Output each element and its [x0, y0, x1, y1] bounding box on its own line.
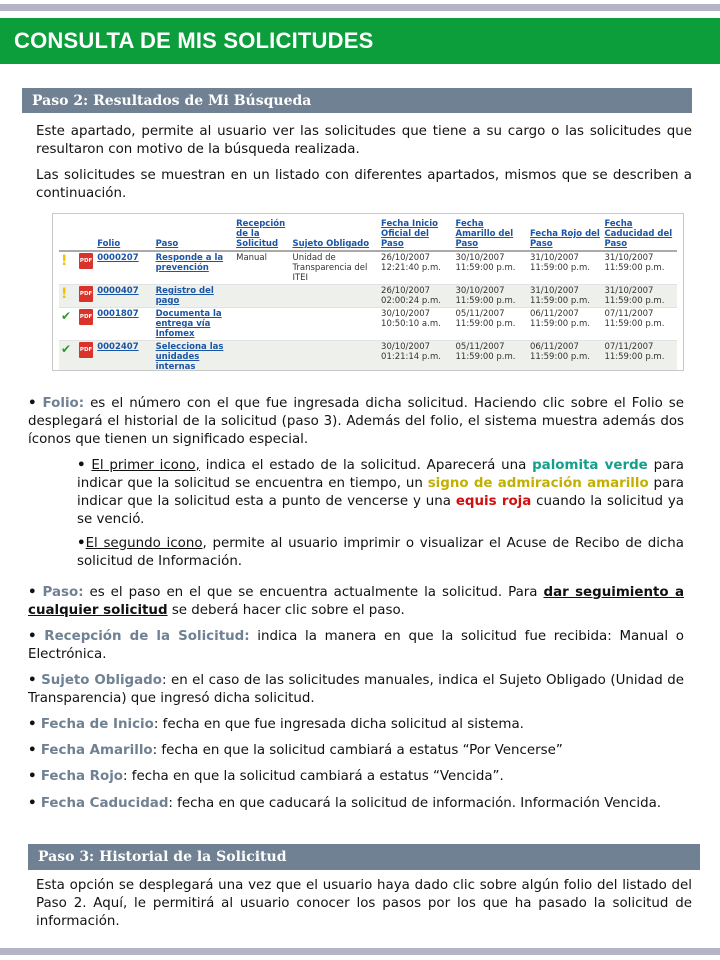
amarillo-cell: 30/10/2007 11:59:00 p.m. [454, 285, 528, 308]
status-col-header [59, 218, 77, 251]
table-row [59, 341, 677, 372]
recepcion-text: indica la manera en que la solicitud fue recibida: Manual o Electrónica. [28, 629, 685, 662]
step2-header [22, 88, 692, 113]
bullet: • [28, 743, 37, 758]
step2-paragraph-1: Este apartado, permite al usuario ver las solicitudes que tiene a su cargo o las solicitudes que resultaron con motivo de la búsqueda realizada. [36, 124, 692, 157]
col-header-sujeto[interactable]: Sujeto Obligado [290, 218, 379, 251]
amarillo-description [28, 742, 684, 760]
step3-paragraph: Esta opción se desplegará una vez que el usuario haya dado clic sobre algún folio del listado del Paso 2. Aquí, le permitirá al usuario conocer los pasos por los que ha pasado la solicitud de información. [36, 878, 692, 929]
inicio-cell: 30/10/2007 01:21:14 p.m. [379, 341, 453, 372]
palomita-verde-text: palomita verde [532, 458, 648, 473]
bullet: • [28, 769, 37, 784]
recepcion-cell [234, 285, 290, 308]
rojo-cell: 31/10/2007 11:59:00 p.m. [528, 251, 602, 285]
caducidad-cell: 07/11/2007 11:59:00 p.m. [602, 341, 677, 372]
icon1-text-3: para indicar que la solicitud esta a punto de vencerse y una [77, 476, 684, 509]
pdf-icon[interactable]: PDF [79, 309, 93, 325]
rojo-cell: 06/11/2007 11:59:00 p.m. [528, 341, 602, 372]
bottom-decorative-bar [0, 948, 720, 955]
results-table-screenshot [52, 213, 684, 371]
warning-exclamation-icon: ! [61, 253, 68, 269]
caducidad-label: Fecha Caducidad [40, 796, 169, 811]
rojo-text: : fecha en que la solicitud cambiará a estatus “Vencida”. [122, 769, 504, 784]
paso-link[interactable]: Selecciona las unidades internas [154, 341, 235, 372]
page-title: CONSULTA DE MIS SOLICITUDES [14, 28, 374, 53]
folio-link[interactable]: 0000407 [95, 285, 153, 308]
paso-bold-text: dar seguimiento a cualquier solicitud [28, 585, 684, 618]
caducidad-text: : fecha en que caducará la solicitud de información. Información Vencida. [168, 796, 662, 811]
sujeto-cell [290, 285, 379, 308]
table-row [59, 251, 677, 285]
rojo-cell: 31/10/2007 11:59:00 p.m. [528, 285, 602, 308]
icon1-text-4: cuando la solicitud ya se venció. [77, 494, 684, 527]
sujeto-cell [290, 308, 379, 341]
pdf-icon[interactable]: PDF [79, 286, 93, 302]
paso-link[interactable]: Responde a la prevención [154, 251, 235, 285]
top-decorative-bar [0, 4, 720, 11]
step2-paragraph-2: Las solicitudes se muestran en un listado con diferentes apartados, mismos que se describen a continuación. [36, 168, 692, 201]
folio-link[interactable]: 0001807 [95, 308, 153, 341]
recepcion-cell: Manual [234, 251, 290, 285]
inicio-description [28, 716, 684, 734]
icon2-description [77, 535, 684, 571]
paso-text-2: se deberá hacer clic sobre el paso. [167, 603, 405, 618]
amarillo-cell: 05/11/2007 11:59:00 p.m. [454, 341, 528, 372]
icon2-lead: El segundo icono [85, 536, 203, 551]
table-header-row [59, 218, 677, 251]
amarillo-cell: 05/11/2007 11:59:00 p.m. [454, 308, 528, 341]
caducidad-description [28, 795, 684, 813]
equis-roja-text: equis roja [455, 494, 532, 509]
pdf-icon[interactable]: PDF [79, 253, 93, 269]
amarillo-label: Fecha Amarillo [40, 743, 153, 758]
folio-label: Folio: [42, 396, 85, 411]
inicio-cell: 30/10/2007 10:50:10 a.m. [379, 308, 453, 341]
sujeto-cell: Unidad de Transparencia del ITEI [290, 251, 379, 285]
col-header-amarillo[interactable]: Fecha Amarillo del Paso [454, 218, 528, 251]
recepcion-cell [234, 308, 290, 341]
col-header-caducidad[interactable]: Fecha Caducidad del Paso [602, 218, 677, 251]
paso-link[interactable]: Registro del pago [154, 285, 235, 308]
paso-label: Paso: [42, 585, 84, 600]
folio-text: es el número con el que fue ingresada dicha solicitud. Haciendo clic sobre el Folio se desplegará el historial de la solicitud (paso 3). Además del folio, el sistema muestra además dos íconos que tienen un significado especial. [28, 396, 684, 447]
icon1-lead: El primer icono, [91, 458, 200, 473]
amarillo-cell: 30/10/2007 11:59:00 p.m. [454, 251, 528, 285]
table-row [59, 285, 677, 308]
icon1-text-1: indica el estado de la solicitud. Aparecerá una [199, 458, 533, 473]
paso-description [28, 584, 684, 620]
recepcion-description [28, 628, 684, 664]
col-header-folio[interactable]: Folio [95, 218, 153, 251]
sujeto-text: : en el caso de las solicitudes manuales, indica el Sujeto Obligado (Unidad de Transparencia) que ingresó dicha solicitud. [28, 673, 685, 706]
bullet: • [28, 673, 37, 688]
bullet: • [28, 717, 37, 732]
caducidad-cell: 31/10/2007 11:59:00 p.m. [602, 251, 677, 285]
sujeto-cell [290, 341, 379, 372]
rojo-label: Fecha Rojo [40, 769, 123, 784]
bullet: • [77, 536, 86, 551]
signo-admiracion-text: signo de admiración amarillo [427, 476, 649, 491]
rojo-description [28, 768, 684, 786]
title-band [0, 18, 720, 64]
caducidad-cell: 31/10/2007 11:59:00 p.m. [602, 285, 677, 308]
step3-header-text: Paso 3: Historial de la Solicitud [38, 849, 287, 865]
inicio-cell: 26/10/2007 12:21:40 p.m. [379, 251, 453, 285]
icon1-description [77, 457, 684, 529]
table-row [59, 308, 677, 341]
step2-header-text: Paso 2: Resultados de Mi Búsqueda [32, 93, 312, 109]
warning-exclamation-icon: ! [61, 286, 68, 302]
col-header-inicio[interactable]: Fecha Inicio Oficial del Paso [379, 218, 453, 251]
sujeto-label: Sujeto Obligado [41, 673, 162, 688]
bullet: • [28, 796, 37, 811]
paso-text-1: es el paso en el que se encuentra actualmente la solicitud. Para [83, 585, 544, 600]
paso-link[interactable]: Documenta la entrega vía Infomex [154, 308, 235, 341]
amarillo-text: : fecha en que la solicitud cambiará a estatus “Por Vencerse” [152, 743, 563, 758]
results-table [59, 218, 677, 371]
recepcion-label: Recepción de la Solicitud: [44, 629, 250, 644]
col-header-rojo[interactable]: Fecha Rojo del Paso [528, 218, 602, 251]
inicio-text: : fecha en que fue ingresada dicha solicitud al sistema. [153, 717, 524, 732]
folio-link[interactable]: 0002407 [95, 341, 153, 372]
folio-description [28, 395, 684, 449]
inicio-label: Fecha de Inicio [40, 717, 154, 732]
folio-link[interactable]: 0000207 [95, 251, 153, 285]
step3-header [28, 844, 700, 870]
bullet: • [28, 396, 37, 411]
bullet: • [77, 458, 86, 473]
bullet: • [28, 585, 37, 600]
caducidad-cell: 07/11/2007 11:59:00 p.m. [602, 308, 677, 341]
icon2-text: , permite al usuario imprimir o visualizar el Acuse de Recibo de dicha solicitud de Información. [77, 536, 684, 569]
checkmark-icon: ✔ [61, 342, 72, 356]
icon1-text-2: para indicar que la solicitud se encuentra en tiempo, un [77, 458, 684, 491]
col-header-recepcion[interactable]: Recepción de la Solicitud [234, 218, 290, 251]
col-header-paso[interactable]: Paso [154, 218, 235, 251]
recepcion-cell [234, 341, 290, 372]
pdf-icon[interactable]: PDF [79, 342, 93, 358]
pdf-col-header [77, 218, 95, 251]
sujeto-description [28, 672, 684, 708]
rojo-cell: 06/11/2007 11:59:00 p.m. [528, 308, 602, 341]
bullet: • [28, 629, 37, 644]
checkmark-icon: ✔ [61, 309, 72, 323]
inicio-cell: 26/10/2007 02:00:24 p.m. [379, 285, 453, 308]
